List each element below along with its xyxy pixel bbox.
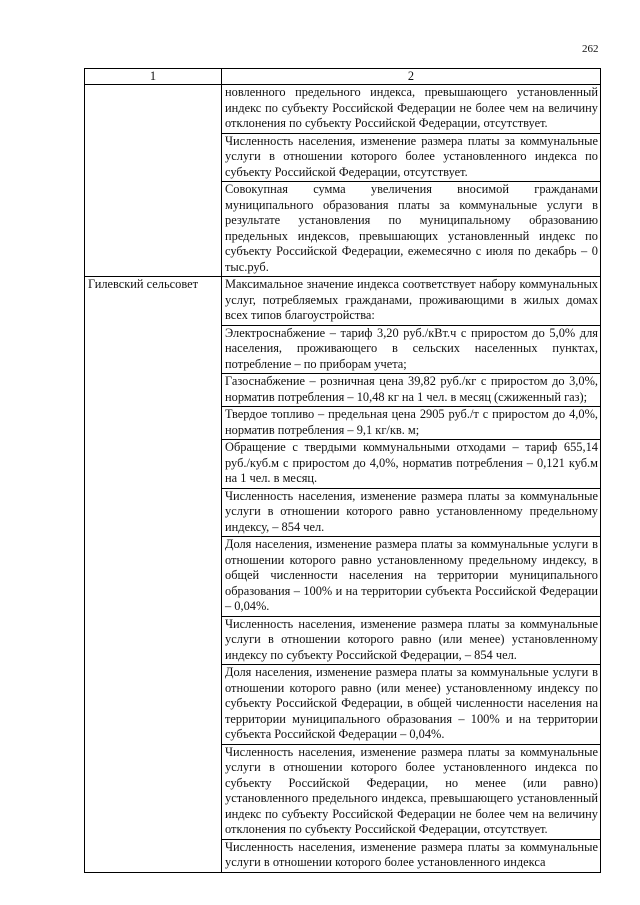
paragraph: Численность населения, изменение размера платы за коммунальные услуги в отношении которого более установленного индекса по субъекту Российской Федерации, но менее (или равно) установленного предельного индекса, превышающего установленный индекс по субъекту Российской Федерации не более чем на величину отклонения по субъекту Российской Федерации, отсутствует. xyxy=(222,745,600,840)
paragraph: Численность населения, изменение размера платы за коммунальные услуги в отношении которого более установленного индекса по субъекту Российской Федерации, отсутствует. xyxy=(222,134,600,183)
column-header-1: 1 xyxy=(85,69,222,85)
description-cell xyxy=(222,277,601,873)
page-number: 262 xyxy=(582,43,599,55)
municipality-cell xyxy=(85,85,222,277)
paragraph: Доля населения, изменение размера платы за коммунальные услуги в отношении которого равно (или менее) установленному индексу по субъекту Российской Федерации, в общей численности населения на территории муниципального образования – 100% и на территории субъекта Российской Федерации – 0,04%. xyxy=(222,665,600,745)
paragraph: Электроснабжение – тариф 3,20 руб./кВт.ч с приростом до 5,0% для населения, проживающего в сельских населенных пунктах, потребление – по приборам учета; xyxy=(222,326,600,375)
paragraph: новленного предельного индекса, превышающего установленный индекс по субъекту Российской Федерации не более чем на величину отклонения по субъекту Российской Федерации, отсутствует. xyxy=(222,85,600,134)
column-header-2: 2 xyxy=(222,69,601,85)
description-cell xyxy=(222,85,601,277)
paragraph: Твердое топливо – предельная цена 2905 руб./т с приростом до 4,0%, норматив потребления – 9,1 кг/кв. м; xyxy=(222,407,600,440)
table-header-row xyxy=(85,69,601,85)
municipality-cell xyxy=(85,277,222,873)
paragraph: Численность населения, изменение размера платы за коммунальные услуги в отношении которого равно установленному предельному индексу, – 854 чел. xyxy=(222,489,600,538)
paragraph: Доля населения, изменение размера платы за коммунальные услуги в отношении которого равно установленному предельному индексу, в общей численности населения на территории муниципального образования – 100% и на территории субъекта Российской Федерации – 0,04%. xyxy=(222,537,600,617)
paragraph: Численность населения, изменение размера платы за коммунальные услуги в отношении которого более установленного индекса xyxy=(225,839,598,869)
table-row xyxy=(85,277,601,873)
document-table xyxy=(84,68,601,873)
paragraph: Численность населения, изменение размера платы за коммунальные услуги в отношении которого равно (или менее) установленному индексу по субъекту Российской Федерации, – 854 чел. xyxy=(222,617,600,666)
table-row xyxy=(85,85,601,277)
paragraph: Газоснабжение – розничная цена 39,82 руб./кг с приростом до 3,0%, норматив потребления – 10,48 кг на 1 чел. в месяц (сжиженный газ); xyxy=(222,374,600,407)
paragraph: Совокупная сумма увеличения вносимой гражданами муниципального образования платы за коммунальные услуги в результате установления по муниципальному образованию предельных индексов, превышающих установленный индекс по субъекту Российской Федерации, ежемесячно с июля по декабрь – 0 тыс.руб. xyxy=(225,182,598,274)
paragraph: Максимальное значение индекса соответствует набору коммунальных услуг, потребляемых гражданами, проживающими в жилых домах всех типов благоустройства: xyxy=(222,277,600,326)
municipality-name: Гилевский сельсовет xyxy=(88,277,199,291)
paragraph: Обращение с твердыми коммунальными отходами – тариф 655,14 руб./куб.м с приростом до 4,0%, норматив потребления – 0,121 куб.м на 1 чел. в месяц. xyxy=(222,440,600,489)
